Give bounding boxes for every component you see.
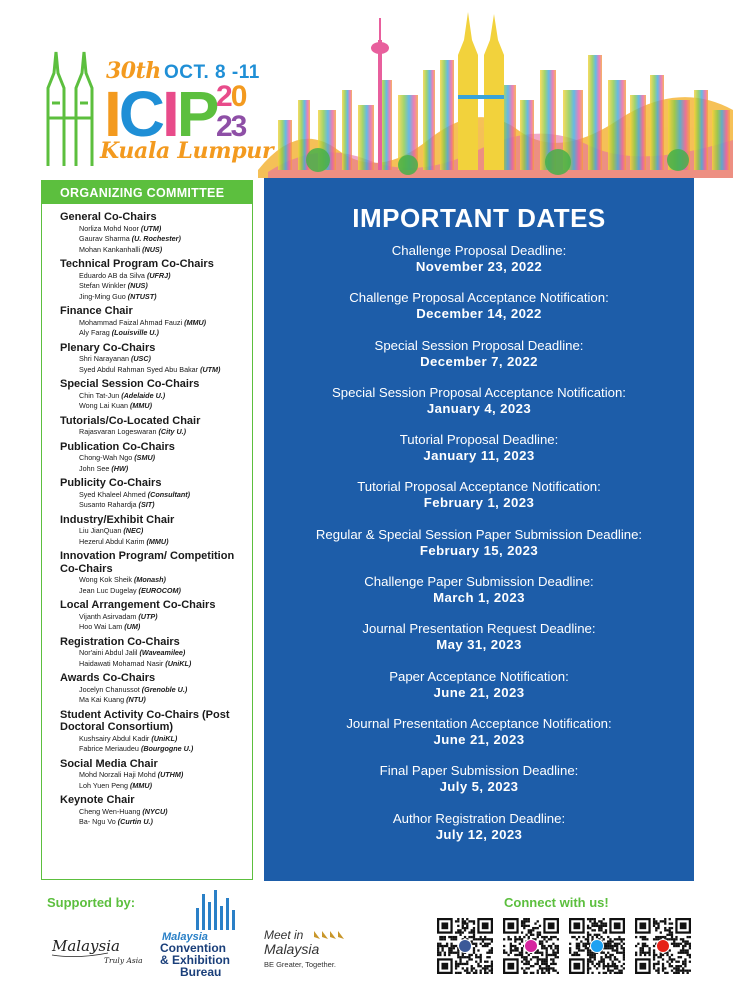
committee-role-title: Keynote Chair bbox=[60, 794, 135, 806]
member-affiliation: (UTM) bbox=[200, 364, 221, 374]
date-item bbox=[264, 475, 694, 522]
kuala-lumpur-skyline-illustration bbox=[258, 0, 733, 178]
committee-member bbox=[60, 659, 248, 670]
committee-member bbox=[60, 224, 248, 235]
committee-group bbox=[60, 758, 248, 792]
date-value: December 7, 2022 bbox=[420, 353, 538, 369]
member-name: Liu JianQuan bbox=[79, 526, 122, 535]
committee-group bbox=[60, 672, 248, 706]
member-name: Norliza Mohd Noor bbox=[79, 223, 139, 233]
member-name: John See bbox=[79, 463, 110, 473]
committee-member bbox=[60, 575, 248, 586]
date-value: June 21, 2023 bbox=[433, 684, 525, 700]
member-name: Ba- Ngu Vo bbox=[79, 817, 116, 826]
date-item bbox=[264, 286, 694, 333]
committee-member bbox=[60, 586, 248, 597]
committee-member bbox=[60, 537, 248, 548]
member-affiliation: (UFRJ) bbox=[146, 270, 171, 280]
qr-code-facebook[interactable] bbox=[437, 918, 493, 974]
myceb-logo bbox=[152, 888, 256, 980]
committee-group bbox=[60, 342, 248, 376]
instagram-icon bbox=[524, 939, 538, 953]
twitter-icon bbox=[590, 939, 604, 953]
member-name: Chong-Wah Ngo bbox=[79, 453, 133, 462]
member-affiliation: (MMU) bbox=[146, 536, 169, 546]
committee-role-title: Student Activity Co-Chairs (Post Doctoral Consortium) bbox=[60, 708, 230, 733]
facebook-icon bbox=[458, 939, 472, 953]
committee-member bbox=[60, 612, 248, 623]
date-label: Final Paper Submission Deadline: bbox=[379, 763, 579, 779]
member-affiliation: (Waveamilee) bbox=[139, 648, 186, 657]
member-name: Eduardo AB da Silva bbox=[79, 270, 145, 280]
member-affiliation: (UniKL) bbox=[151, 733, 178, 743]
date-item bbox=[264, 239, 694, 286]
committee-role-title: Finance Chair bbox=[60, 305, 133, 317]
committee-member bbox=[60, 622, 248, 633]
committee-member bbox=[60, 464, 248, 475]
date-item bbox=[264, 712, 694, 759]
committee-group bbox=[60, 378, 248, 412]
committee-role-title: Local Arrangement Co-Chairs bbox=[60, 599, 216, 611]
committee-member bbox=[60, 271, 248, 282]
committee-group bbox=[60, 305, 248, 339]
date-label: Challenge Proposal Acceptance Notification: bbox=[349, 290, 609, 306]
member-affiliation: (NEC) bbox=[123, 526, 144, 535]
year-top: 20 bbox=[216, 80, 246, 113]
committee-role-title: Tutorials/Co-Located Chair bbox=[60, 414, 201, 427]
member-name: Rajasvaran Logeswaran bbox=[79, 427, 157, 436]
member-name: Kushsairy Abdul Kadir bbox=[79, 733, 150, 743]
committee-member bbox=[60, 781, 248, 792]
committee-member bbox=[60, 401, 248, 412]
committee-member bbox=[60, 281, 248, 292]
member-affiliation: (HW) bbox=[111, 463, 129, 473]
committee-member bbox=[60, 245, 248, 256]
date-item bbox=[264, 334, 694, 381]
svg-text:Malaysia: Malaysia bbox=[52, 937, 120, 955]
member-affiliation: (U. Rochester) bbox=[131, 234, 181, 243]
committee-role-title: Registration Co-Chairs bbox=[60, 635, 180, 648]
member-affiliation: (UTHM) bbox=[157, 770, 184, 779]
date-label: Challenge Proposal Deadline: bbox=[391, 243, 567, 258]
member-affiliation: (UniKL) bbox=[165, 658, 192, 668]
supported-by-label: Supported by: bbox=[47, 895, 136, 910]
committee-member bbox=[60, 292, 248, 303]
member-affiliation: (MMU) bbox=[130, 780, 152, 790]
committee-member bbox=[60, 234, 248, 245]
member-affiliation: (MMU) bbox=[130, 401, 152, 410]
date-item bbox=[264, 523, 694, 570]
date-label: Journal Presentation Request Deadline: bbox=[362, 621, 596, 637]
member-name: Ma Kai Kuang bbox=[79, 695, 125, 704]
member-name: Susanto Rahardja bbox=[79, 500, 137, 509]
member-name: Jocelyn Chanussot bbox=[79, 684, 140, 694]
committee-role-title: Innovation Program/ Competition Co-Chairs bbox=[60, 550, 235, 575]
member-name: Stefan Winkler bbox=[79, 281, 126, 290]
committee-role-title: General Co-Chairs bbox=[60, 211, 157, 223]
date-label: Special Session Proposal Acceptance Notification: bbox=[332, 384, 626, 400]
member-name: Gaurav Sharma bbox=[79, 234, 130, 243]
committee-member bbox=[60, 807, 248, 818]
icip-2023-logo bbox=[104, 78, 264, 140]
committee-member bbox=[60, 734, 248, 745]
meet-in-malaysia-logo bbox=[262, 925, 358, 975]
member-name: Wong Kok Sheik bbox=[79, 575, 133, 584]
committee-member bbox=[60, 695, 248, 706]
committee-group bbox=[60, 258, 248, 302]
member-name: Vijanth Asirvadam bbox=[79, 611, 137, 621]
committee-role-title: Industry/Exhibit Chair bbox=[60, 513, 175, 526]
committee-role-title: Special Session Co-Chairs bbox=[60, 378, 200, 390]
member-name: Haidawati Mohamad Nasir bbox=[79, 658, 164, 668]
svg-text:BE Greater, Together.: BE Greater, Together. bbox=[264, 960, 336, 969]
date-label: Paper Acceptance Notification: bbox=[389, 668, 569, 684]
date-item bbox=[264, 759, 694, 806]
date-label: Special Session Proposal Deadline: bbox=[374, 337, 584, 353]
member-affiliation: (Adelaide U.) bbox=[121, 390, 166, 400]
member-affiliation: (USC) bbox=[130, 354, 151, 363]
member-name: Mohd Norzali Haji Mohd bbox=[79, 770, 156, 779]
member-affiliation: (NTUST) bbox=[127, 291, 157, 301]
member-name: Mohammad Faizal Ahmad Fauzi bbox=[79, 317, 183, 327]
date-value: December 14, 2022 bbox=[416, 306, 542, 322]
committee-group bbox=[60, 477, 248, 511]
committee-heading: ORGANIZING COMMITTEE bbox=[42, 181, 252, 204]
committee-role-title: Publication Co-Chairs bbox=[60, 440, 175, 453]
member-name: Shri Narayanan bbox=[79, 354, 129, 363]
member-affiliation: (Consultant) bbox=[147, 489, 191, 499]
member-affiliation: (UTP) bbox=[138, 611, 158, 621]
event-dates: OCT. 8 -11 bbox=[164, 62, 260, 83]
svg-text:& Exhibition: & Exhibition bbox=[160, 953, 230, 967]
committee-member bbox=[60, 328, 248, 339]
member-name: Jean Luc Dugelay bbox=[79, 585, 137, 595]
date-item bbox=[264, 807, 694, 854]
member-affiliation: (Curtin U.) bbox=[117, 817, 153, 826]
member-name: Syed Abdul Rahman Syed Abu Bakar bbox=[79, 364, 199, 374]
svg-text:Malaysia: Malaysia bbox=[162, 931, 208, 943]
member-affiliation: (SIT) bbox=[138, 500, 155, 509]
member-name: Cheng Wen-Huang bbox=[79, 806, 141, 816]
member-name: Loh Yuen Peng bbox=[79, 780, 129, 790]
committee-group bbox=[60, 599, 248, 633]
date-value: July 5, 2023 bbox=[439, 779, 519, 795]
date-item bbox=[264, 665, 694, 712]
member-affiliation: (NUS) bbox=[127, 281, 148, 290]
svg-text:Bureau: Bureau bbox=[180, 965, 222, 979]
edition-label: 30th bbox=[106, 58, 161, 84]
member-name: Hezerul Abdul Karim bbox=[79, 536, 145, 546]
member-affiliation: (NUS) bbox=[142, 244, 163, 254]
member-name: Jing-Ming Guo bbox=[79, 291, 126, 301]
committee-role-title: Plenary Co-Chairs bbox=[60, 341, 156, 354]
svg-text:Meet in: Meet in bbox=[264, 928, 304, 942]
petronas-towers-logo bbox=[40, 48, 100, 168]
committee-member bbox=[60, 391, 248, 402]
committee-group bbox=[60, 550, 248, 596]
member-affiliation: (Louisville U.) bbox=[111, 328, 159, 337]
member-affiliation: (Grenoble U.) bbox=[141, 684, 188, 694]
committee-member bbox=[60, 453, 248, 464]
committee-group bbox=[60, 514, 248, 548]
committee-member bbox=[60, 318, 248, 329]
committee-group bbox=[60, 636, 248, 670]
date-item bbox=[264, 570, 694, 617]
member-affiliation: (UTM) bbox=[140, 223, 162, 233]
qr-code-twitter[interactable] bbox=[569, 918, 625, 974]
malaysia-truly-asia-logo bbox=[48, 925, 154, 975]
member-affiliation: (EUROCOM) bbox=[138, 585, 181, 595]
date-value: January 11, 2023 bbox=[423, 448, 535, 464]
member-name: Fabrice Meriaudeu bbox=[79, 744, 139, 753]
committee-role-title: Social Media Chair bbox=[60, 757, 158, 770]
member-name: Hoo Wai Lam bbox=[79, 622, 123, 631]
committee-member bbox=[60, 526, 248, 537]
member-name: Syed Khaleel Ahmed bbox=[79, 489, 146, 499]
date-label: Tutorial Proposal Acceptance Notification: bbox=[357, 479, 601, 495]
member-name: Nor'aini Abdul Jalil bbox=[79, 648, 138, 657]
date-value: July 12, 2023 bbox=[435, 826, 523, 842]
date-value: February 1, 2023 bbox=[423, 495, 535, 511]
committee-role-title: Awards Co-Chairs bbox=[60, 672, 156, 684]
dates-list bbox=[264, 239, 694, 854]
committee-member bbox=[60, 685, 248, 696]
date-value: November 23, 2022 bbox=[415, 259, 543, 274]
date-value: March 1, 2023 bbox=[433, 590, 525, 606]
member-name: Mohan Kankanhalli bbox=[79, 244, 141, 254]
date-item bbox=[264, 428, 694, 475]
member-affiliation: (City U.) bbox=[158, 427, 187, 436]
youtube-icon bbox=[656, 939, 670, 953]
committee-group bbox=[60, 709, 248, 755]
date-label: Journal Presentation Acceptance Notification: bbox=[346, 715, 612, 731]
date-value: June 21, 2023 bbox=[433, 731, 525, 747]
member-name: Wong Lai Kuan bbox=[79, 401, 129, 410]
date-label: Regular & Special Session Paper Submission Deadline: bbox=[315, 526, 643, 542]
committee-list bbox=[42, 204, 252, 828]
date-value: February 15, 2023 bbox=[419, 542, 539, 558]
member-affiliation: (MMU) bbox=[184, 317, 207, 327]
committee-member bbox=[60, 648, 248, 659]
date-label: Challenge Paper Submission Deadline: bbox=[364, 574, 594, 590]
important-dates-panel bbox=[264, 178, 694, 881]
date-label: Author Registration Deadline: bbox=[392, 810, 566, 826]
committee-role-title: Technical Program Co-Chairs bbox=[60, 258, 214, 270]
important-dates-heading: IMPORTANT DATES bbox=[352, 203, 606, 233]
committee-member bbox=[60, 365, 248, 376]
member-affiliation: (SMU) bbox=[134, 453, 156, 462]
member-name: Chin Tat-Jun bbox=[79, 390, 120, 400]
committee-group bbox=[60, 441, 248, 475]
member-affiliation: (NYCU) bbox=[142, 806, 168, 816]
member-affiliation: (Monash) bbox=[134, 575, 166, 584]
qr-code-instagram[interactable] bbox=[503, 918, 559, 974]
qr-code-youtube[interactable] bbox=[635, 918, 691, 974]
committee-member bbox=[60, 744, 248, 755]
committee-member bbox=[60, 354, 248, 365]
date-item bbox=[264, 381, 694, 428]
committee-role-title: Publicity Co-Chairs bbox=[60, 477, 162, 489]
svg-text:Malaysia: Malaysia bbox=[264, 941, 320, 957]
committee-member bbox=[60, 817, 248, 828]
member-affiliation: (UM) bbox=[124, 622, 141, 631]
committee-group bbox=[60, 794, 248, 828]
member-affiliation: (NTU) bbox=[126, 695, 146, 704]
member-affiliation: (Bourgogne U.) bbox=[140, 744, 194, 753]
header bbox=[0, 0, 733, 178]
committee-member bbox=[60, 490, 248, 501]
city-label: Kuala Lumpur bbox=[100, 138, 274, 164]
date-label: Tutorial Proposal Deadline: bbox=[399, 432, 559, 448]
committee-group bbox=[60, 211, 248, 255]
svg-text:Convention: Convention bbox=[160, 941, 226, 955]
connect-label: Connect with us! bbox=[504, 895, 609, 910]
committee-member bbox=[60, 427, 248, 438]
date-item bbox=[264, 617, 694, 664]
svg-text:Truly Asia: Truly Asia bbox=[104, 956, 143, 965]
date-value: May 31, 2023 bbox=[436, 637, 522, 653]
organizing-committee-panel bbox=[41, 180, 253, 880]
member-name: Aly Farag bbox=[79, 328, 110, 337]
year-bottom: 23 bbox=[216, 110, 246, 140]
committee-member bbox=[60, 770, 248, 781]
committee-group bbox=[60, 415, 248, 438]
date-value: January 4, 2023 bbox=[426, 400, 532, 416]
committee-member bbox=[60, 500, 248, 511]
svg-text:ICIP: ICIP bbox=[104, 78, 217, 140]
